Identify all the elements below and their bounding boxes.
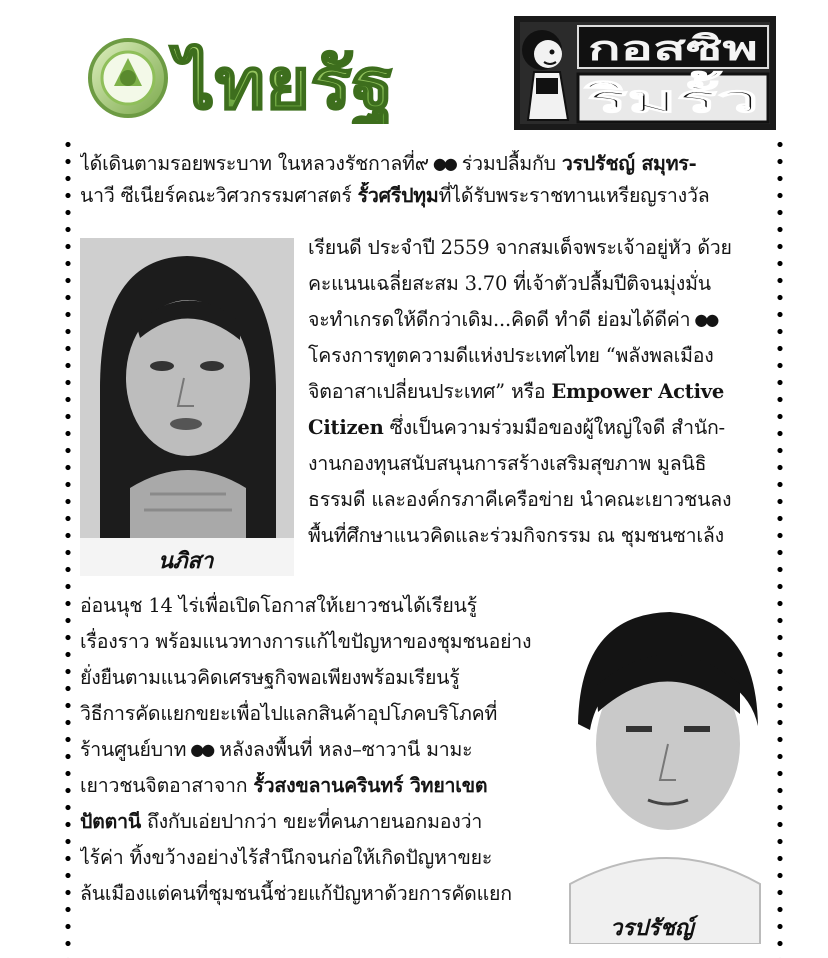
gossip-rimrua-logo	[514, 16, 776, 130]
dotted-border-right	[776, 136, 784, 958]
caption-nipasa: นภิสา	[158, 549, 214, 574]
article-line: ยั่งยืนตามแนวคิดเศรษฐกิจพอเพียงพร้อมเรียนรู้	[80, 666, 460, 689]
article-line: โครงการทูตความดีแห่งประเทศไทย “พลังพลเมือง	[308, 344, 714, 367]
article-line: Citizen ซึ่งเป็นความร่วมมือของผู้ใหญ่ใจดี สำนัก-	[308, 416, 725, 439]
gossip-title: กอสซิพ	[588, 29, 758, 69]
article-line: เรื่องราว พร้อมแนวทางการแก้ไขปัญหาของชุมชนอย่าง	[80, 630, 532, 653]
photo-nipasa	[80, 238, 294, 576]
article-line: จิตอาสาเปลี่ยนประเทศ” หรือ Empower Active	[308, 380, 725, 403]
article-line: เรียนดี ประจำปี 2559 จากสมเด็จพระเจ้าอยู่หัว ด้วย	[308, 236, 732, 259]
dotted-border-left	[64, 136, 72, 958]
article-line: ได้เดินตามรอยพระบาท ในหลวงรัชกาลที่๙ ●● ร่วมปลื้มกับ วรปรัชญ์ สมุทร-	[80, 152, 697, 175]
thairath-wordmark: ไทยรัฐ	[176, 43, 375, 124]
article-line: นาวี ซีเนียร์คณะวิศวกรรมศาสตร์ รั้วศรีปทุมที่ได้รับพระราชทานเหรียญรางวัล	[80, 184, 710, 207]
article-line: พื้นที่ศึกษาแนวคิดและร่วมกิจกรรม ณ ชุมชนซาเล้ง	[308, 524, 724, 547]
article-line: เยาวชนจิตอาสาจาก รั้วสงขลานครินทร์ วิทยาเขต	[80, 774, 488, 797]
rimrua-title: ริมรั้ว	[587, 77, 675, 121]
article-line: ร้านศูนย์บาท ●● หลังลงพื้นที่ หลง–ซาวานี มามะ	[80, 738, 473, 761]
caption-worapat: วรปรัชญ์	[610, 916, 694, 941]
article-line: คะแนนเฉลี่ยสะสม 3.70 ที่เจ้าตัวปลื้มปีติจนมุ่งมั่น	[308, 272, 711, 295]
article-line: ปัตตานี ถึงกับเอ่ยปากว่า ขยะที่คนภายนอกมองว่า	[80, 810, 483, 833]
thairath-logo	[84, 24, 404, 124]
article-line: อ่อนนุช 14 ไร่เพื่อเปิดโอกาสให้เยาวชนได้เรียนรู้	[80, 594, 477, 617]
article-line: ล้นเมืองแต่คนที่ชุมชนนี้ช่วยแก้ปัญหาด้วยการคัดแยก	[80, 882, 512, 905]
article-line: งานกองทุนสนับสนุนการสร้างเสริมสุขภาพ มูลนิธิ	[308, 452, 707, 475]
article-line: ธรรมดี และองค์กรภาคีเครือข่าย นำคณะเยาวชนลง	[308, 488, 732, 511]
photo-worapat	[560, 594, 770, 944]
article-line: วิธีการคัดแยกขยะเพื่อไปแลกสินค้าอุปโภคบริโภคที่	[80, 702, 498, 725]
article-line: ไร้ค่า ทิ้งขว้างอย่างไร้สำนึกจนก่อให้เกิดปัญหาขยะ	[80, 846, 493, 869]
article-line: จะทำเกรดให้ดีกว่าเดิม...คิดดี ทำดี ย่อมได้ดีค่า ●●	[308, 308, 717, 331]
